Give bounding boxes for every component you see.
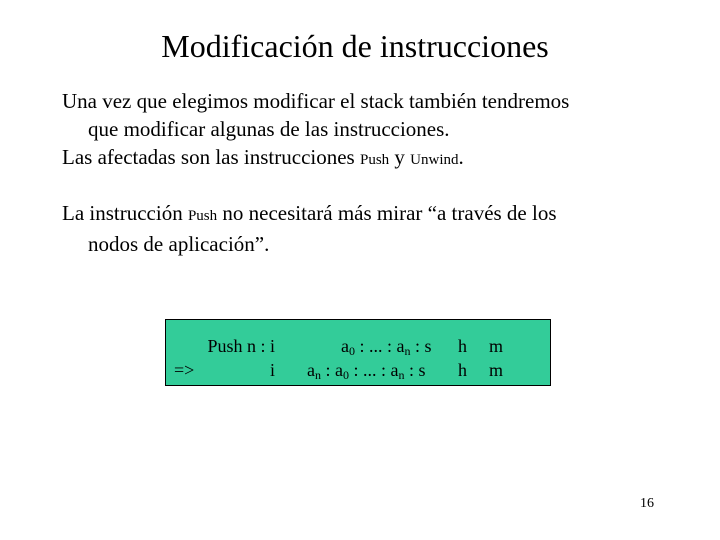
paragraph2-line2: nodos de aplicación”. [88, 232, 270, 256]
stack-tail: : s [404, 360, 426, 380]
stack-tail: : s [410, 336, 432, 356]
paragraph-stack-modification [62, 87, 682, 174]
slide-title: Modificación de instrucciones [161, 28, 549, 64]
transition-rule-box [165, 319, 551, 386]
subscript: 0 [343, 368, 349, 382]
paragraph2-suffix: no necesitará más mirar “a través de los [217, 201, 557, 225]
page-number: 16 [640, 496, 654, 511]
paragraph1-line1: Una vez que elegimos modificar el stack también tendremos [62, 89, 570, 113]
rule-stack-after [307, 359, 426, 381]
rule-env-before: m [489, 336, 504, 356]
rule-arrow: => [174, 360, 195, 380]
subscript: n [398, 368, 405, 382]
unwind-code: Unwind [410, 152, 459, 168]
stack-mid: : ... : a [349, 360, 399, 380]
rule-heap-after: h [458, 360, 467, 380]
rule-env-after: m [489, 360, 504, 380]
paragraph-push-instruction [62, 199, 682, 258]
push-code: Push [359, 152, 390, 168]
subscript: 0 [349, 344, 355, 358]
rule-instruction-after: i [269, 360, 275, 380]
push-code: Push [187, 208, 218, 224]
paragraph1-line3 [62, 143, 682, 174]
paragraph2-prefix: La instrucción [62, 201, 188, 225]
paragraph1-line2: que modificar algunas de las instrucciones. [88, 117, 450, 141]
paragraph2-line1 [62, 199, 682, 230]
rule-stack-before [341, 335, 432, 357]
stack-mid: : a [321, 360, 343, 380]
paragraph1-line3-prefix: Las afectadas son las instrucciones [62, 145, 360, 169]
stack-mid: : ... : a [355, 336, 405, 356]
stack-item-a: a [307, 360, 315, 380]
stack-item-a: a [341, 336, 349, 356]
conjunction-text: y [389, 145, 411, 169]
rule-heap-before: h [458, 336, 467, 356]
rule-instruction-before: Push n : i [207, 336, 275, 356]
subscript: n [315, 368, 321, 382]
subscript: n [404, 344, 411, 358]
paragraph1-line3-suffix: . [458, 145, 464, 169]
